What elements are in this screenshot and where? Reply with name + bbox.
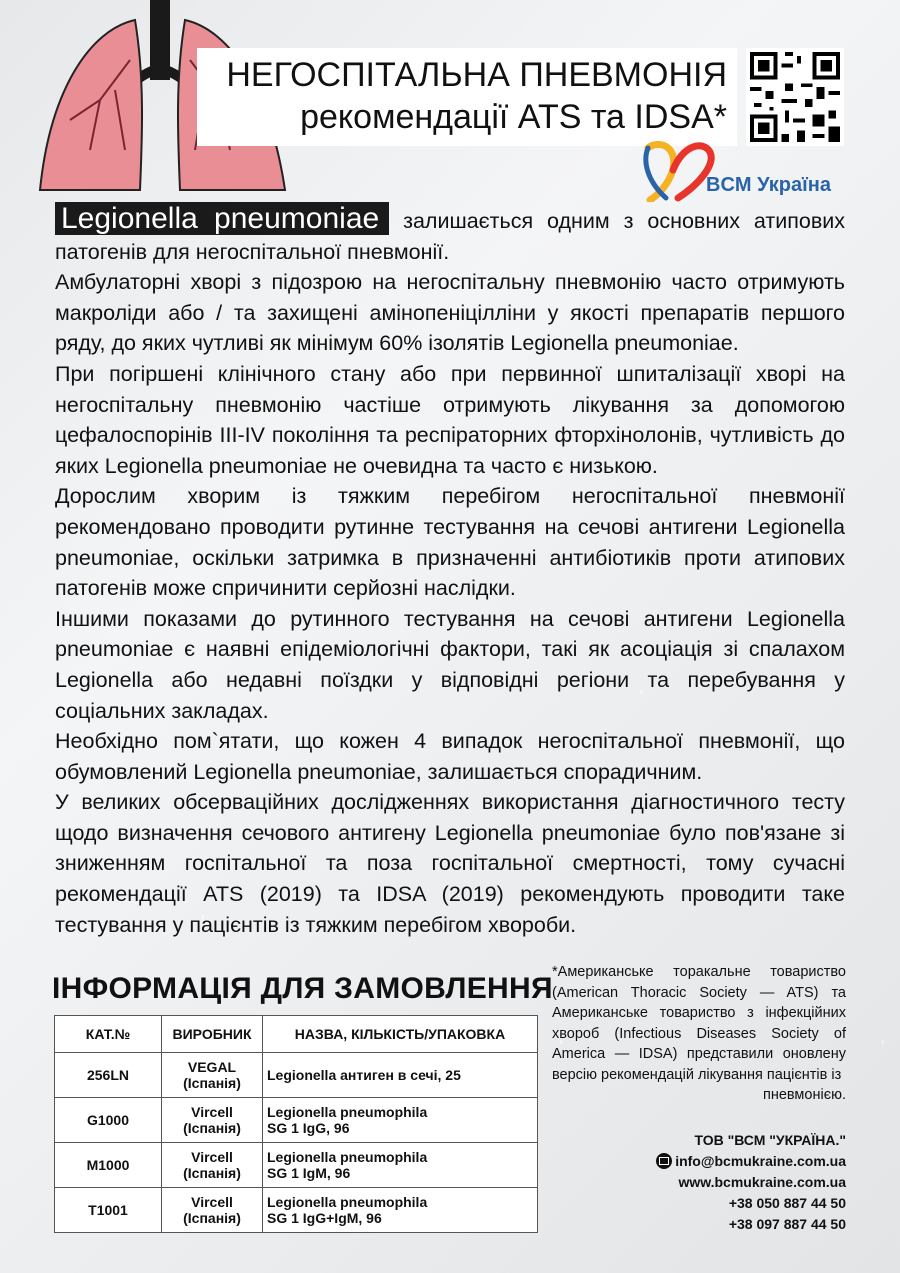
highlight-term: Legionella pneumoniae	[55, 202, 389, 235]
table-row	[55, 1143, 538, 1188]
mail-icon	[656, 1153, 672, 1169]
paragraph-2: Амбулаторні хворі з підозрою на негоспітальну пневмонію часто отримують макроліди або / та захищені амінопеніцілліни у якості препаратів першого ряду, до яких чутливі як мінімум 60% ізолятів Legionella pneumoniae.	[55, 270, 845, 356]
paragraph-1-text: залишається одним з основних атипових патогенів для негоспітальної пневмонії.	[55, 209, 845, 264]
contacts	[656, 1130, 846, 1235]
email-line[interactable]	[656, 1151, 846, 1172]
paragraph-6: Необхідно пом`ятати, що кожен 4 випадок негоспітальної пневмонії, що обумовлений Legionella pneumoniae, залишається спорадичним.	[55, 729, 845, 784]
cell-cat: M1000	[55, 1143, 162, 1188]
article-body	[55, 204, 845, 940]
logo-text: BCM Україна	[706, 174, 831, 196]
manufacturer-country: (Іспанія)	[183, 1120, 241, 1136]
title-box	[197, 48, 737, 146]
cell-name	[263, 1098, 538, 1143]
manufacturer-name: Vircell	[191, 1149, 233, 1165]
table-row	[55, 1098, 538, 1143]
product-pack: SG 1 IgM, 96	[267, 1165, 351, 1181]
header-cat: КАТ.№	[55, 1016, 162, 1053]
product-name: Legionella pneumophila	[267, 1194, 428, 1210]
order-table	[54, 1015, 538, 1233]
cell-manufacturer	[162, 1053, 263, 1098]
order-info-title: ІНФОРМАЦІЯ ДЛЯ ЗАМОВЛЕННЯ	[52, 972, 553, 1005]
header-name: НАЗВА, КІЛЬКІСТЬ/УПАКОВКА	[263, 1016, 538, 1053]
website-link[interactable]: www.bcmukraine.com.ua	[678, 1174, 846, 1190]
footnote	[552, 962, 846, 1106]
cell-name	[263, 1188, 538, 1233]
cell-manufacturer	[162, 1143, 263, 1188]
cell-cat: 256LN	[55, 1053, 162, 1098]
table-header-row	[55, 1016, 538, 1053]
cell-cat: G1000	[55, 1098, 162, 1143]
phone-1[interactable]: +38 050 887 44 50	[728, 1195, 846, 1211]
company-name: ТОВ "ВСМ "УКРАЇНА."	[694, 1132, 846, 1148]
cell-name	[263, 1053, 538, 1098]
paragraph-7: У великих обсерваційних дослідженнях використання діагностичного тесту щодо визначення сечового антигену Legionella pneumoniae було пов'язане зі зниженням госпітальної та поза госпітальної смертності, тому сучасні рекомендації ATS (2019) та IDSA (2019) рекомендують проводити таке тестування у пацієнтів із тяжким перебігом хвороби.	[55, 790, 845, 937]
manufacturer-country: (Іспанія)	[183, 1075, 241, 1091]
product-name: Legionella pneumophila	[267, 1104, 428, 1120]
paragraph-3: При погіршені клінічного стану або при первинної шпиталізації хворі на негоспітальну пневмонію частіше отримують лікування за допомогою цефалоспорінів III-IV покоління та респіраторних фторхінолонів, чутливість до яких Legionella pneumoniae не очевидна та часто є низькою.	[55, 361, 845, 478]
manufacturer-name: Vircell	[191, 1104, 233, 1120]
paragraph-1	[55, 204, 845, 267]
phone-2[interactable]: +38 097 887 44 50	[728, 1216, 846, 1232]
product-pack: SG 1 IgG+IgM, 96	[267, 1210, 382, 1226]
footnote-last-line: пневмонією.	[762, 1087, 846, 1103]
footnote-text: *Американське торакальне товариство (American Thoracic Society — ATS) та Американське товариство з інфекційних хвороб (Infectious Diseases Society of America — IDSA) представили оновлену версію рекомендацій лікування пацієнтів із	[552, 964, 846, 1083]
cell-manufacturer	[162, 1188, 263, 1233]
qr-code[interactable]	[746, 48, 844, 146]
manufacturer-name: VEGAL	[187, 1059, 237, 1075]
email-link[interactable]: info@bcmukraine.com.ua	[675, 1153, 846, 1169]
header-manufacturer: ВИРОБНИК	[162, 1016, 263, 1053]
manufacturer-country: (Іспанія)	[183, 1210, 241, 1226]
manufacturer-name: Vircell	[191, 1194, 233, 1210]
table-row	[55, 1188, 538, 1233]
product-pack: SG 1 IgG, 96	[267, 1120, 350, 1136]
manufacturer-country: (Іспанія)	[183, 1165, 241, 1181]
cell-name	[263, 1143, 538, 1188]
product-name: Legionella pneumophila	[267, 1149, 428, 1165]
title-line-2: рекомендації ATS та IDSA*	[300, 98, 727, 136]
product-name: Legionella антиген в сечі, 25	[267, 1067, 461, 1083]
paragraph-4: Дорослим хворим із тяжким перебігом негоспітальної пневмонії рекомендовано проводити рутинне тестування на сечові антигени Legionella pneumoniae, оскільки затримка в призначенні антибіотиків проти атипових патогенів може спричинити серйозні наслідки.	[55, 484, 845, 601]
paragraph-5: Іншими показами до рутинного тестування на сечові антигени Legionella pneumoniae є наявні епідеміологічні фактори, такі як асоціація зі спалахом Legionella або недавні поїздки у відповідні регіони та перебування у соціальних закладах.	[55, 606, 845, 723]
table-row	[55, 1053, 538, 1098]
cell-cat: T1001	[55, 1188, 162, 1233]
title-line-1: НЕГОСПІТАЛЬНА ПНЕВМОНІЯ	[226, 56, 727, 94]
cell-manufacturer	[162, 1098, 263, 1143]
